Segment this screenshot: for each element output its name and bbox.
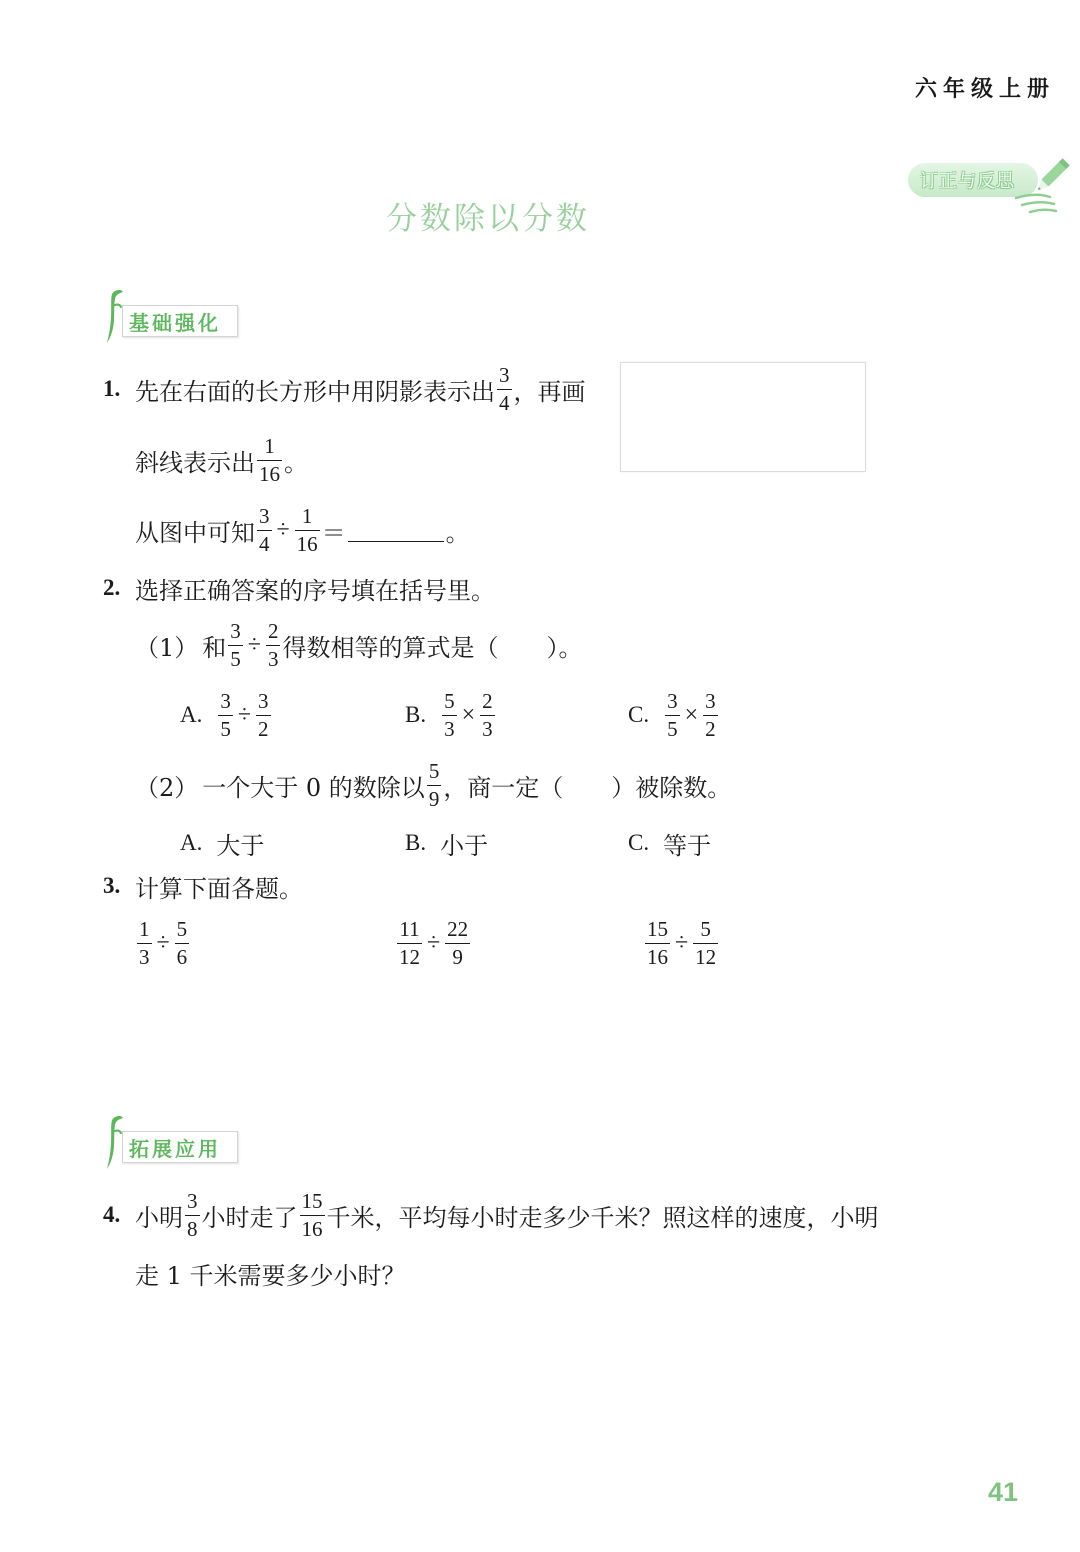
fraction-numerator: 2: [480, 691, 495, 716]
sub-question-label: （1）: [135, 633, 199, 662]
fraction: [665, 688, 680, 741]
fraction: [228, 618, 243, 671]
page-title: 分数除以分数: [386, 201, 590, 237]
fraction: [185, 1188, 200, 1241]
fraction-denominator: 4: [259, 531, 270, 556]
fraction-denominator: 16: [296, 531, 318, 556]
question-number: 2.: [103, 575, 121, 600]
fraction-numerator: 3: [218, 691, 233, 716]
q2-part1-option-c: [628, 689, 720, 741]
division-sign: ÷: [675, 929, 689, 956]
question-text: 小明: [135, 1203, 183, 1232]
fraction-denominator: 5: [230, 646, 241, 671]
question-text: 和: [202, 633, 227, 662]
answer-blank: [348, 519, 444, 542]
q2-part2-option-b: [405, 817, 488, 869]
question-text: 小时走了: [201, 1203, 298, 1232]
option-label: A.: [180, 830, 203, 855]
fraction-numerator: 5: [427, 761, 442, 786]
fraction-numerator: 5: [175, 919, 190, 944]
question-text: 斜线表示出: [135, 448, 255, 477]
fraction: [266, 618, 281, 671]
division-sign: ÷: [427, 929, 441, 956]
question-text: 先在右面的长方形中用阴影表示出: [135, 377, 495, 406]
section-label-box: [122, 305, 238, 337]
option-label: A.: [180, 702, 203, 727]
q2-prompt: [103, 562, 495, 614]
fraction-denominator: 16: [259, 461, 280, 486]
q2-part1-option-b: [405, 689, 497, 741]
fraction-denominator: 3: [267, 646, 279, 671]
fraction-denominator: 2: [705, 716, 716, 741]
q1-line2: [135, 434, 308, 486]
division-sign: ÷: [237, 701, 252, 728]
question-text: 选择正确答案的序号填在括号里。: [135, 576, 495, 605]
fraction-denominator: 5: [667, 716, 678, 741]
question-text: 。: [284, 448, 308, 477]
section-label: 拓展应用: [129, 1136, 221, 1161]
option-text: 小于: [440, 831, 489, 860]
fraction-numerator: 1: [137, 919, 152, 944]
fraction-denominator: 2: [258, 716, 269, 741]
option-label: C.: [628, 830, 650, 855]
fraction: [693, 916, 718, 969]
fraction-numerator: 5: [442, 691, 457, 716]
q4-line2: [135, 1247, 406, 1299]
fraction: [218, 688, 233, 741]
q4-line1: [103, 1189, 879, 1241]
option-label: B.: [405, 830, 427, 855]
question-text: 得数相等的算式是（ ）。: [282, 633, 583, 662]
question-text: 计算下面各题。: [135, 874, 303, 903]
badge-label: 订正与反思: [920, 171, 1015, 192]
division-sign: ÷: [156, 929, 170, 956]
question-number: 3.: [103, 873, 121, 898]
fraction-denominator: 4: [499, 390, 510, 415]
fraction: [645, 916, 670, 969]
q3-item-2: [395, 917, 472, 969]
fraction-numerator: 15: [645, 919, 670, 944]
fraction: [397, 916, 422, 969]
q2-part2-option-c: [628, 817, 711, 869]
q3-item-1: [135, 917, 191, 969]
fraction-denominator: 5: [220, 716, 231, 741]
fraction: [257, 503, 272, 556]
fraction: [295, 503, 320, 556]
option-label: C.: [628, 702, 650, 727]
option-text: 等于: [663, 831, 712, 860]
sub-question-label: （2）: [135, 773, 199, 802]
q3-item-3: [643, 917, 720, 969]
fraction-numerator: 3: [497, 365, 512, 390]
division-sign: ÷: [247, 631, 261, 658]
division-sign: ÷: [276, 516, 290, 543]
fraction-numerator: 3: [185, 1191, 200, 1216]
question-text: 走 1 千米需要多少小时？: [135, 1261, 406, 1290]
option-text: 大于: [216, 831, 265, 860]
fraction: [257, 433, 282, 486]
q2-part2: [135, 759, 731, 811]
fraction: [427, 758, 442, 811]
fraction: [300, 1188, 325, 1241]
fraction: [497, 362, 512, 415]
section-header-extension: [103, 1114, 243, 1170]
fraction-denominator: 12: [695, 944, 717, 969]
brush-icon: [103, 1114, 127, 1170]
question-text: 从图中可知: [135, 518, 255, 547]
fraction-denominator: 9: [452, 944, 463, 969]
fraction-numerator: 5: [693, 919, 718, 944]
equals-sign: ＝: [321, 518, 346, 547]
fraction-denominator: 6: [176, 944, 188, 969]
fraction: [175, 916, 190, 969]
fraction-numerator: 1: [257, 436, 282, 461]
fraction: [703, 688, 718, 741]
fraction-denominator: 3: [444, 716, 455, 741]
q1-line3: [135, 504, 470, 556]
q2-part1-option-a: [180, 689, 273, 741]
question-text: 一个大于 0 的数除以: [202, 773, 425, 802]
fraction-numerator: 3: [665, 691, 680, 716]
fraction-denominator: 12: [399, 944, 420, 969]
fraction-numerator: 2: [266, 621, 281, 646]
question-number: 4.: [103, 1202, 121, 1227]
fraction: [256, 688, 271, 741]
drawing-rectangle: [620, 362, 866, 472]
fraction-denominator: 16: [647, 944, 668, 969]
fraction-numerator: 22: [445, 919, 470, 944]
fraction-numerator: 3: [257, 506, 272, 531]
question-number: 1.: [103, 376, 121, 401]
option-label: B.: [405, 702, 427, 727]
q2-part1: [135, 619, 582, 671]
grade-label: 六年级上册: [915, 77, 1056, 102]
page-number: 41: [988, 1477, 1019, 1507]
fraction-numerator: 3: [228, 621, 243, 646]
multiplication-sign: ×: [684, 701, 699, 728]
fraction-denominator: 16: [301, 1216, 323, 1241]
question-text: ，再画: [513, 377, 586, 406]
q1-line1: [103, 363, 586, 415]
section-header-basic: [103, 288, 243, 344]
fraction-denominator: 8: [187, 1216, 198, 1241]
section-label: 基础强化: [129, 310, 221, 335]
q3-prompt: [103, 860, 303, 912]
fraction: [137, 916, 152, 969]
fraction-numerator: 3: [256, 691, 271, 716]
fraction-numerator: 3: [703, 691, 718, 716]
question-text: 千米，平均每小时走多少千米？照这样的速度，小明: [326, 1203, 879, 1232]
multiplication-sign: ×: [461, 701, 476, 728]
fraction-denominator: 3: [139, 944, 150, 969]
brush-icon: [103, 288, 127, 344]
fraction-numerator: 11: [397, 919, 422, 944]
fraction: [442, 688, 457, 741]
fraction-denominator: 3: [482, 716, 493, 741]
fraction-denominator: 9: [428, 786, 440, 811]
fraction-numerator: 1: [295, 506, 320, 531]
fraction: [480, 688, 495, 741]
section-label-box: [122, 1131, 238, 1163]
question-text: 。: [445, 518, 470, 547]
question-text: ，商一定（ ）被除数。: [443, 773, 732, 802]
pencil-icon: [1010, 154, 1070, 218]
fraction: [445, 916, 470, 969]
fraction-numerator: 15: [300, 1191, 325, 1216]
